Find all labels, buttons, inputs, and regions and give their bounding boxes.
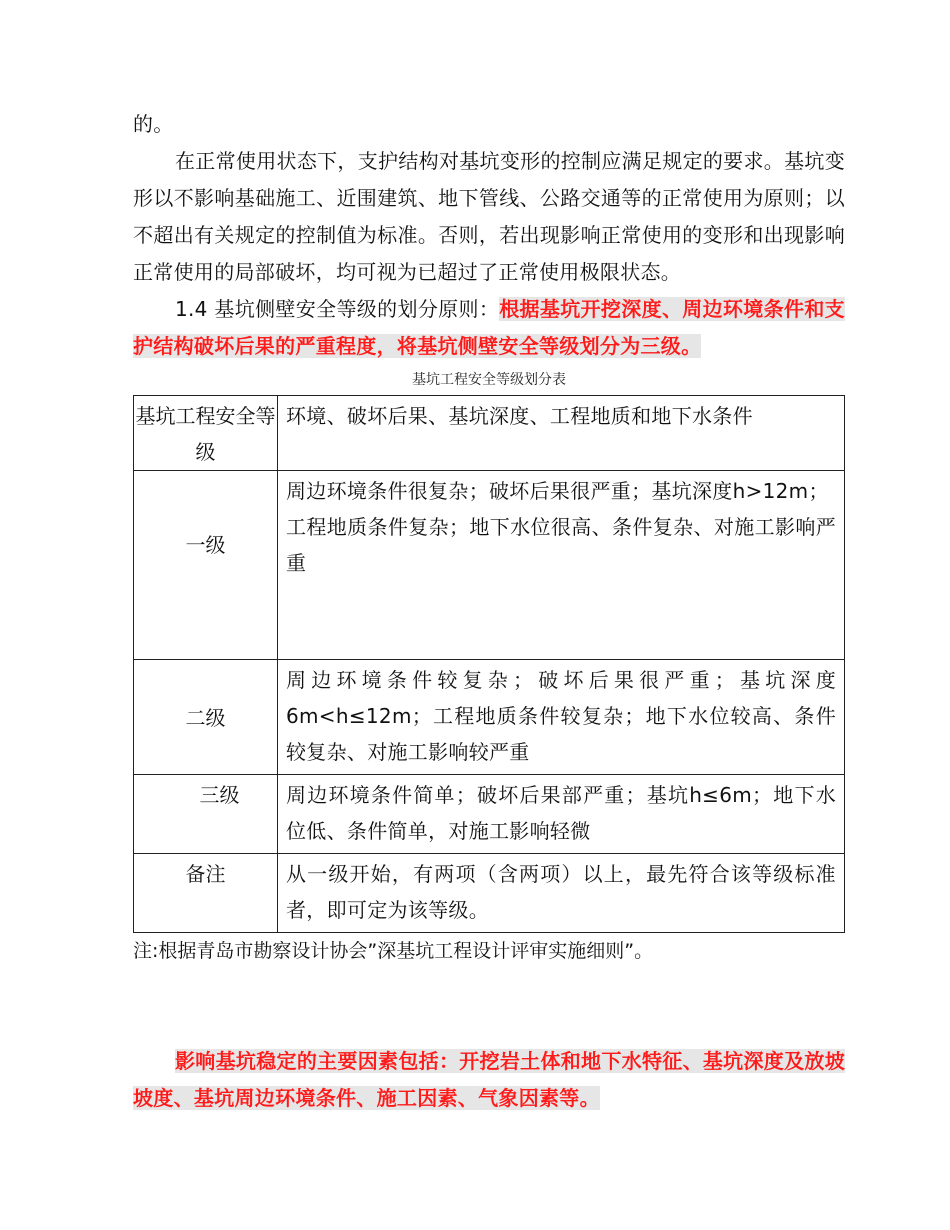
desc-grade-1-line-b: 工程地质条件复杂；地下水位很高、条件复杂、对施工影响严重 bbox=[286, 515, 836, 575]
level-cell-grade-3: 三级 bbox=[134, 775, 278, 854]
header-criteria-cell: 环境、破坏后果、基坑深度、工程地质和地下水条件 bbox=[278, 396, 845, 471]
paragraph-stability-factors bbox=[133, 1043, 845, 1117]
safety-grade-table bbox=[133, 395, 845, 933]
desc-cell-grade-3: 周边环境条件简单；破坏后果部严重；基坑h≤6m；地下水位低、条件简单，对施工影响轻微 bbox=[278, 775, 845, 854]
header-level-cell: 基坑工程安全等级 bbox=[134, 396, 278, 471]
desc-cell-remark: 从一级开始，有两项（含两项）以上，最先符合该等级标准者，即可定为该等级。 bbox=[278, 854, 845, 933]
highlighted-principle-text: 根据基坑开挖深度、周边环境条件和支护结构破坏后果的严重程度，将基坑侧壁安全等级划分为三级。 bbox=[133, 297, 845, 358]
paragraph-classification-principle bbox=[133, 291, 845, 365]
table-caption: 基坑工程安全等级划分表 bbox=[412, 372, 566, 388]
table-row bbox=[134, 471, 845, 660]
blank-space bbox=[133, 969, 845, 1043]
level-cell-grade-1: 一级 bbox=[134, 471, 278, 660]
paragraph-normal-use-state: 在正常使用状态下，支护结构对基坑变形的控制应满足规定的要求。基坑变形以不影响基础施工、近围建筑、地下管线、公路交通等的正常使用为原则；以不超出有关规定的控制值为标准。否则，若出现影响正常使用的变形和出现影响正常使用的局部破坏，均可视为已超过了正常使用极限状态。 bbox=[133, 149, 845, 284]
level-cell-remark: 备注 bbox=[134, 854, 278, 933]
desc-cell-grade-1 bbox=[278, 471, 845, 660]
paragraph-continuation: 的。 bbox=[133, 112, 174, 136]
table-header-row bbox=[134, 396, 845, 471]
document-page bbox=[133, 106, 845, 1117]
highlighted-stability-factors: 影响基坑稳定的主要因素包括：开挖岩土体和地下水特征、基坑深度及放坡坡度、基坑周边环境条件、施工因素、气象因素等。 bbox=[133, 1049, 845, 1110]
table-row bbox=[134, 854, 845, 933]
table-row bbox=[134, 660, 845, 775]
desc-grade-1-line-a: 周边环境条件很复杂；破坏后果很严重；基坑深度h>12m； bbox=[286, 479, 829, 503]
table-row bbox=[134, 775, 845, 854]
section-heading-1-4: 1.4 基坑侧壁安全等级的划分原则： bbox=[175, 297, 500, 321]
table-footnote: 注:根据青岛市勘察设计协会”深基坑工程设计评审实施细则”。 bbox=[133, 940, 654, 962]
level-cell-grade-2: 二级 bbox=[134, 660, 278, 775]
desc-cell-grade-2: 周边环境条件较复杂；破坏后果很严重；基坑深度6m<h≤12m；工程地质条件较复杂；地下水位较高、条件较复杂、对施工影响较严重 bbox=[278, 660, 845, 775]
